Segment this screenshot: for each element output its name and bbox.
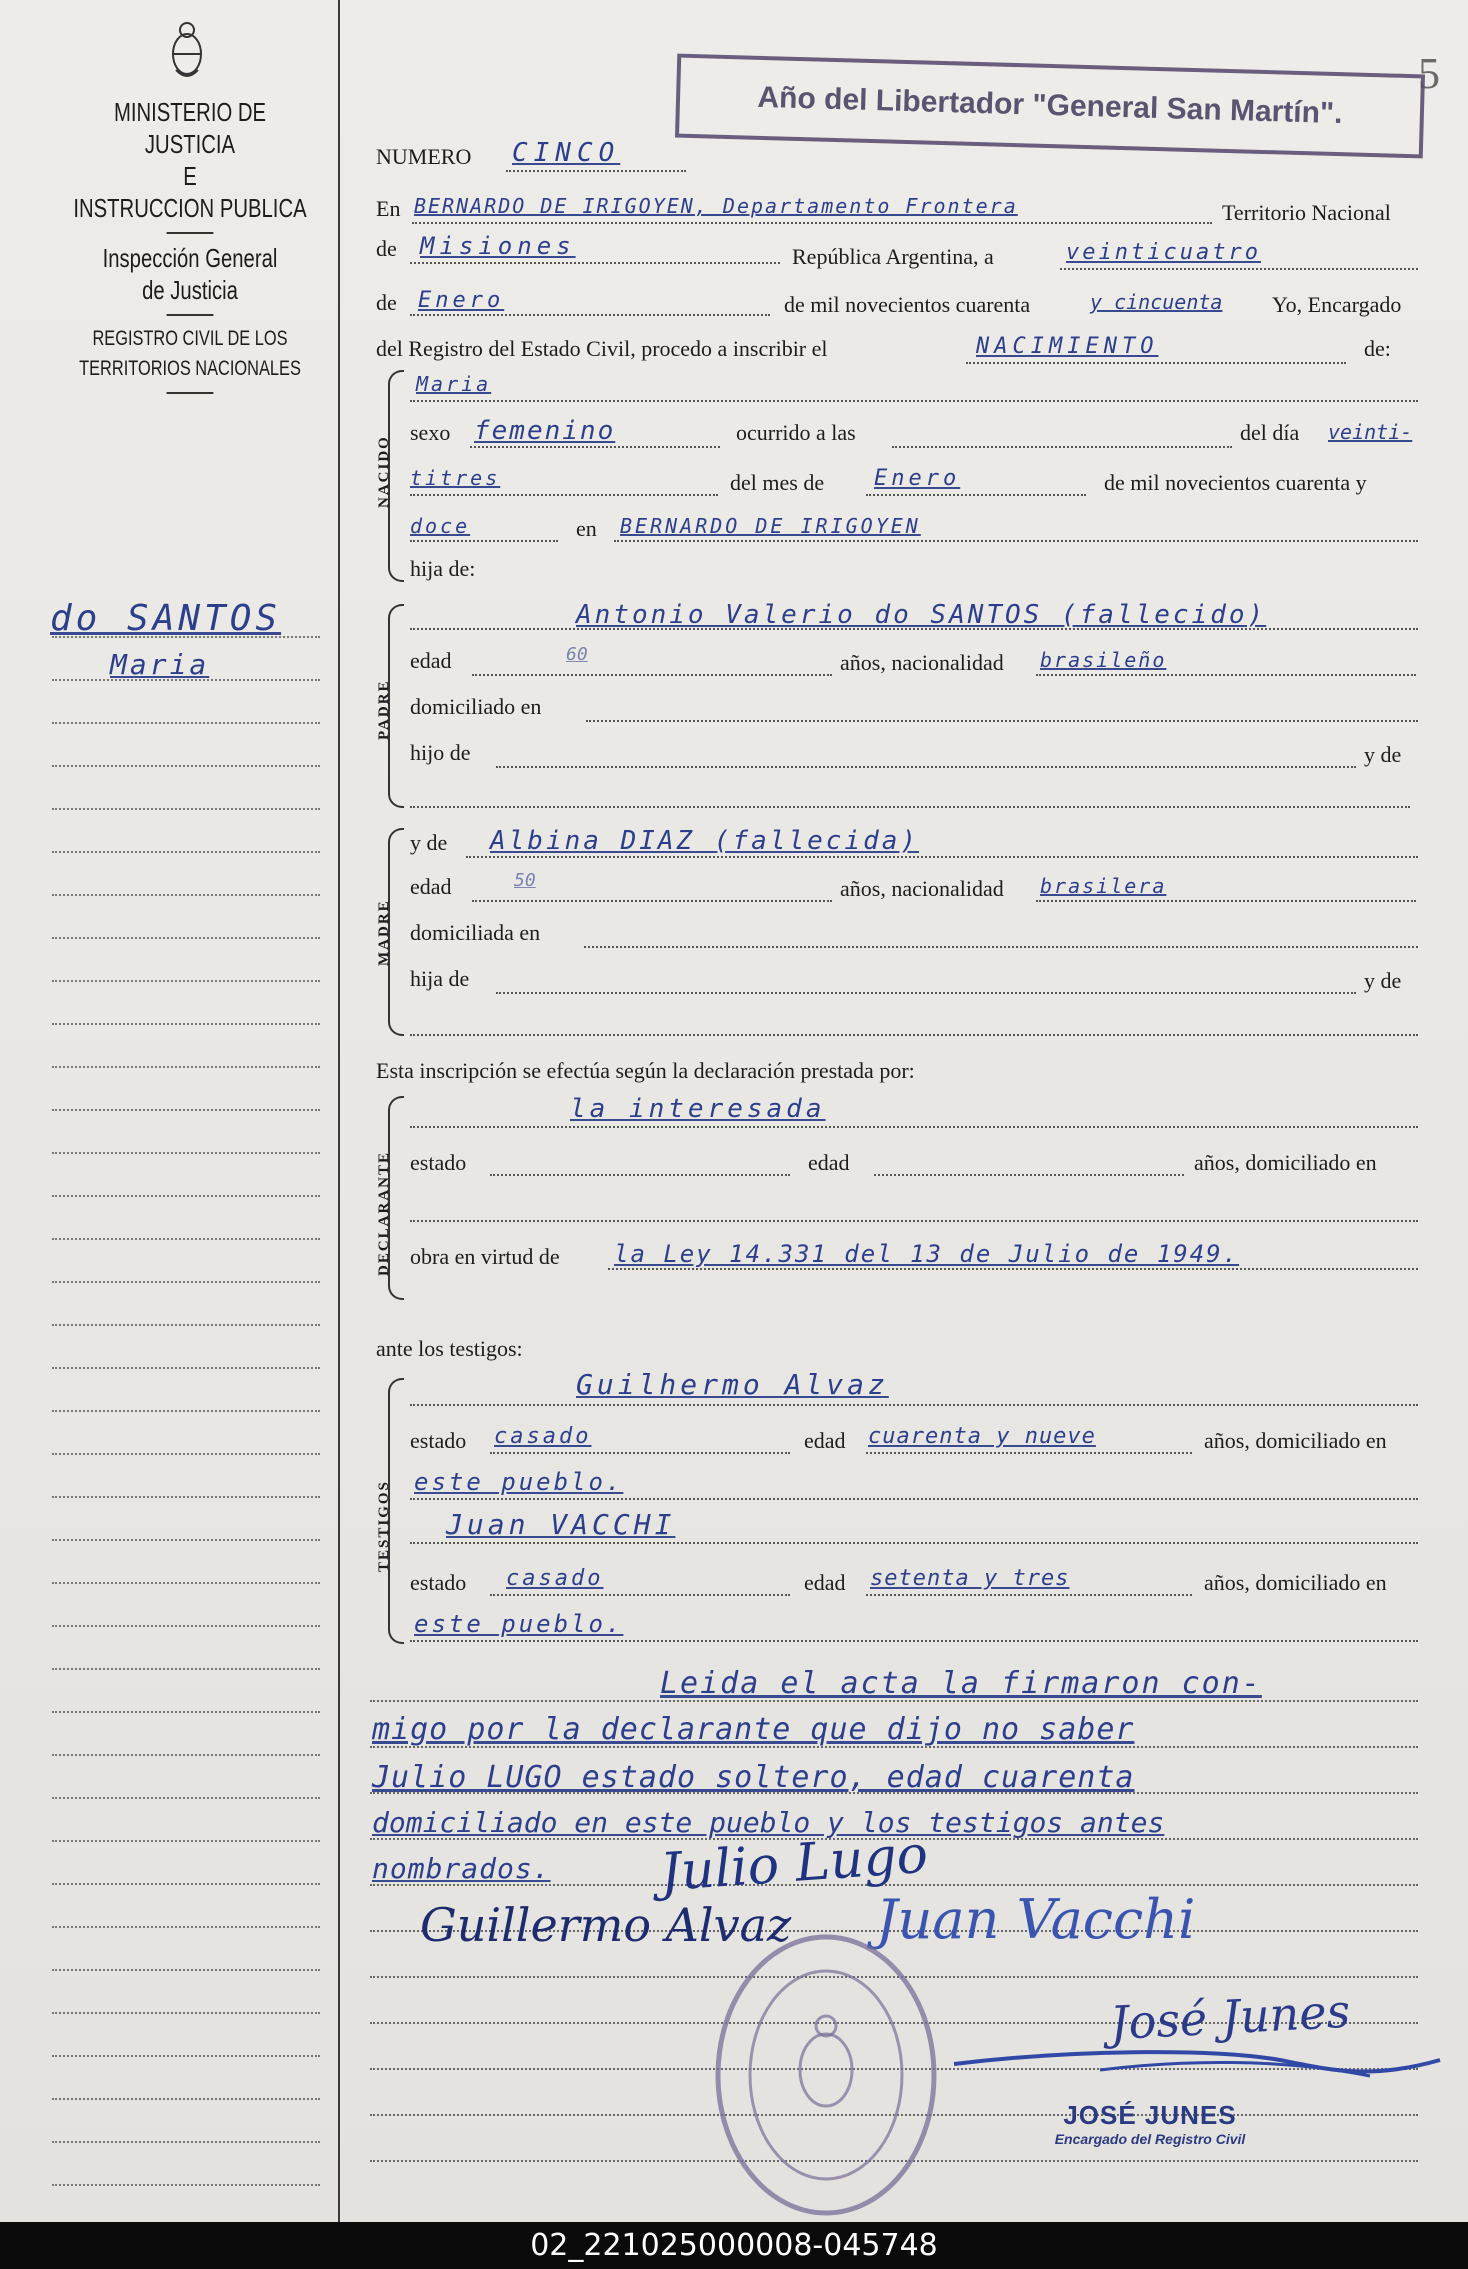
t1-nombre: Guilhermo Alvaz	[576, 1368, 889, 1401]
margin-line	[52, 894, 320, 896]
madre-section-label: MADRE	[376, 899, 392, 966]
t1-edad: cuarenta y nueve	[868, 1424, 1096, 1449]
encargado-block	[1040, 2100, 1260, 2147]
nacido-mil-label: de mil novecientos cuarenta y	[1104, 470, 1367, 495]
declarante-estado-line	[490, 1174, 790, 1176]
padre-nacionalidad: brasileño	[1040, 648, 1167, 672]
margin-line	[52, 1410, 320, 1412]
madre-hija-line	[496, 992, 1356, 994]
margin-line	[52, 1969, 320, 1971]
padre-domicilio-line	[586, 720, 1418, 722]
signature-witness-1: Guillermo Alvaz	[420, 1898, 792, 1952]
margin-line	[52, 1840, 320, 1842]
dia-line	[1060, 268, 1418, 270]
margin-line	[52, 2012, 320, 2014]
t1-anios-label: años, domiciliado en	[1204, 1428, 1387, 1453]
margin-given-name: Maria	[110, 648, 210, 681]
madre-edad: 50	[514, 870, 536, 891]
de-colon-label: de:	[1364, 336, 1391, 361]
cierre-line-4: domiciliado en este pueblo y los testigos antes	[372, 1806, 1165, 1839]
padre-edad-label: edad	[410, 648, 452, 673]
margin-line	[52, 1539, 320, 1541]
lugar-value: BERNARDO DE IRIGOYEN, Departamento Frontera	[414, 194, 1018, 218]
margin-line	[52, 1711, 320, 1713]
margin-line	[52, 765, 320, 767]
yo-label: Yo, Encargado	[1272, 292, 1402, 317]
declarante-section-label: DECLARANTE	[376, 1150, 392, 1276]
testigos-intro: ante los testigos:	[376, 1336, 523, 1361]
cierre-line-3: Julio LUGO estado soltero, edad cuarenta	[372, 1760, 1135, 1795]
margin-line	[52, 1582, 320, 1584]
registro-line-2: TERRITORIOS NACIONALES	[79, 357, 301, 380]
margin-line	[52, 722, 320, 724]
signature-lugo: Julio Lugo	[658, 1824, 930, 1904]
t2-domicilio: este pueblo.	[414, 1610, 624, 1638]
margin-line	[52, 980, 320, 982]
declarante-estado-label: estado	[410, 1150, 467, 1175]
file-id-bar	[0, 2222, 1468, 2269]
de-label: de	[376, 236, 397, 261]
t2-domicilio-line	[410, 1640, 1418, 1642]
registry-seal	[712, 1930, 940, 2220]
t2-edad-line	[866, 1594, 1192, 1596]
cierre-line-5: nombrados.	[372, 1852, 551, 1885]
numero-line	[506, 170, 686, 172]
madre-y-de-label: y de	[410, 830, 448, 855]
declarante-edad-line	[874, 1174, 1184, 1176]
declarante-nombre: la interesada	[570, 1094, 826, 1124]
mes-value: Enero	[418, 288, 505, 313]
margin-line	[52, 1453, 320, 1455]
nombre-line	[410, 400, 1418, 402]
margin-line	[52, 2141, 320, 2143]
padre-anios-label: años, nacionalidad	[840, 650, 1004, 675]
tipo-line	[966, 362, 1346, 364]
lugar-line	[412, 222, 1212, 224]
anio-line	[410, 540, 558, 542]
de-label-2: de	[376, 290, 397, 315]
encargado-nombre: JOSÉ JUNES	[1063, 2100, 1237, 2130]
padre-hijo-line	[496, 766, 1356, 768]
margin-line	[52, 2098, 320, 2100]
t1-estado: casado	[494, 1424, 592, 1449]
margin-line	[52, 1023, 320, 1025]
margin-line	[52, 1883, 320, 1885]
margin-line	[52, 679, 320, 681]
t1-estado-label: estado	[410, 1428, 467, 1453]
sexo-label: sexo	[410, 420, 451, 445]
divider	[167, 232, 214, 234]
testigos-section-label: TESTIGOS	[376, 1480, 392, 1572]
madre-nacionalidad: brasilera	[1040, 874, 1167, 898]
margin-line	[52, 2055, 320, 2057]
margin-line	[52, 1152, 320, 1154]
page-number: 5	[1418, 49, 1440, 98]
hijo-label: hija de:	[410, 556, 476, 581]
nacido-dia-b: titres	[410, 466, 501, 490]
nacido-lugar-line	[614, 540, 1418, 542]
padre-nac-line	[1036, 674, 1416, 676]
padre-edad: 60	[566, 644, 588, 665]
en-label: En	[376, 196, 401, 221]
territorio-line	[410, 262, 780, 264]
padre-section-label: PADRE	[376, 679, 392, 740]
margin-line	[52, 1367, 320, 1369]
madre-nombre: Albina DIAZ (fallecida)	[490, 826, 920, 856]
nacido-mes-line	[866, 494, 1086, 496]
dia-b-line	[410, 494, 718, 496]
mil-label: de mil novecientos cuarenta	[784, 292, 1031, 317]
inspeccion-line-2: de Justicia	[142, 275, 238, 305]
nacido-mes-label: del mes de	[730, 470, 825, 495]
signature-encargado: José Junes	[1108, 1983, 1352, 2051]
obra-line	[608, 1268, 1418, 1270]
margin-line	[52, 1066, 320, 1068]
encargado-cargo: Encargado del Registro Civil	[1054, 2131, 1246, 2147]
divider	[167, 314, 214, 316]
madre-anios-label: años, nacionalidad	[840, 876, 1004, 901]
declarante-anios-label: años, domiciliado en	[1194, 1150, 1377, 1175]
ministerio-line-1: MINISTERIO DE JUSTICIA	[113, 97, 267, 159]
registro-label: del Registro del Estado Civil, procedo a inscribir el	[376, 336, 828, 361]
nacido-mes-value: Enero	[874, 466, 961, 491]
madre-nac-line	[1036, 900, 1416, 902]
sexo-value: femenino	[474, 416, 616, 446]
hora-line	[892, 446, 1232, 448]
divider	[167, 392, 214, 394]
margin-line	[52, 1754, 320, 1756]
del-dia-label: del día	[1240, 420, 1300, 445]
coat-of-arms-icon	[166, 20, 208, 82]
nacido-en-label: en	[576, 516, 597, 541]
territorio-label: Territorio Nacional	[1222, 200, 1391, 225]
mes-line	[410, 314, 770, 316]
t2-nombre-line	[410, 1542, 1418, 1544]
t2-edad: setenta y tres	[870, 1566, 1070, 1591]
registro-line-1: REGISTRO CIVIL DE LOS	[92, 327, 288, 350]
declarante-intro: Esta inscripción se efectúa según la declaración prestada por:	[376, 1058, 915, 1083]
margin-line	[52, 1238, 320, 1240]
margin-line	[52, 1281, 320, 1283]
padre-nombre: Antonio Valerio do SANTOS (fallecido)	[576, 600, 1267, 630]
t1-edad-line	[866, 1452, 1192, 1454]
t2-estado-line	[490, 1594, 790, 1596]
madre-extra-line	[410, 1034, 1418, 1036]
margin-line	[52, 1195, 320, 1197]
margin-line	[52, 636, 320, 638]
obra-value: la Ley 14.331 del 13 de Julio de 1949.	[614, 1240, 1240, 1268]
margin-line	[52, 937, 320, 939]
tipo-value: NACIMIENTO	[976, 334, 1159, 359]
margin-line	[52, 1496, 320, 1498]
inspeccion-line-1: Inspección General	[102, 243, 278, 273]
numero-value: CINCO	[512, 138, 621, 168]
margin-line	[52, 1625, 320, 1627]
anio-extra: y cincuenta	[1090, 290, 1223, 314]
margin-surname: do SANTOS	[50, 598, 282, 639]
territorio-value: Misiones	[420, 232, 576, 260]
nacido-lugar: BERNARDO DE IRIGOYEN	[620, 514, 921, 538]
t1-domicilio: este pueblo.	[414, 1468, 624, 1496]
declarante-nombre-line	[410, 1126, 1418, 1128]
dia-value: veinticuatro	[1066, 240, 1261, 265]
declarante-edad-label: edad	[808, 1150, 850, 1175]
padre-hijo-label: hijo de	[410, 740, 471, 765]
padre-domicilio-label: domiciliado en	[410, 694, 542, 719]
padre-y-de: y de	[1364, 742, 1402, 767]
cierre-line-2: migo por la declarante que dijo no saber	[372, 1712, 1135, 1747]
margin-rule	[338, 0, 340, 2222]
margin-column	[0, 0, 338, 2222]
numero-label: NUMERO	[376, 144, 472, 169]
madre-hija-label: hija de	[410, 966, 470, 991]
file-id: 02_221025000008-045748	[530, 2228, 938, 2263]
margin-line	[52, 2184, 320, 2186]
t2-estado: casado	[506, 1566, 604, 1591]
declarante-domicilio-line	[410, 1220, 1418, 1222]
madre-domicilio-label: domiciliada en	[410, 920, 541, 945]
ocurrido-label: ocurrido a las	[736, 420, 856, 445]
nacido-nombre: Maria	[416, 372, 492, 396]
padre-edad-line	[472, 674, 832, 676]
republica-label: República Argentina, a	[792, 244, 994, 269]
t1-nombre-line	[410, 1404, 1418, 1406]
t2-anios-label: años, domiciliado en	[1204, 1570, 1387, 1595]
signature-flourish	[950, 2030, 1450, 2100]
t1-estado-line	[490, 1452, 790, 1454]
margin-line	[52, 1926, 320, 1928]
margin-line	[52, 1109, 320, 1111]
t1-edad-label: edad	[804, 1428, 846, 1453]
ministerio-line-2: E	[183, 161, 197, 191]
nacido-section-label: NACIDO	[376, 435, 392, 508]
madre-edad-label: edad	[410, 874, 452, 899]
nacido-dia-a: veinti-	[1328, 420, 1413, 444]
madre-nombre-line	[466, 856, 1418, 858]
padre-extra-line	[410, 806, 1410, 808]
t2-edad-label: edad	[804, 1570, 846, 1595]
sexo-line	[470, 446, 720, 448]
t2-estado-label: estado	[410, 1570, 467, 1595]
nacido-anio: doce	[410, 514, 471, 538]
madre-edad-line	[472, 900, 832, 902]
ministerio-line-3: INSTRUCCION PUBLICA	[73, 193, 307, 223]
ministerio-heading	[73, 96, 307, 402]
margin-line	[52, 1324, 320, 1326]
t2-nombre: Juan VACCHI	[446, 1508, 676, 1541]
margin-line	[52, 851, 320, 853]
signature-witness-2: Juan Vacchi	[876, 1888, 1196, 1951]
madre-domicilio-line	[584, 946, 1418, 948]
obra-label: obra en virtud de	[410, 1244, 560, 1269]
cierre-line-1: Leida el acta la firmaron con-	[660, 1666, 1262, 1701]
margin-line	[52, 808, 320, 810]
margin-line	[52, 1797, 320, 1799]
margin-line	[52, 1668, 320, 1670]
t1-domicilio-line	[410, 1498, 1418, 1500]
madre-y-de: y de	[1364, 968, 1402, 993]
year-stamp: Año del Libertador "General San Martín".	[675, 54, 1425, 159]
